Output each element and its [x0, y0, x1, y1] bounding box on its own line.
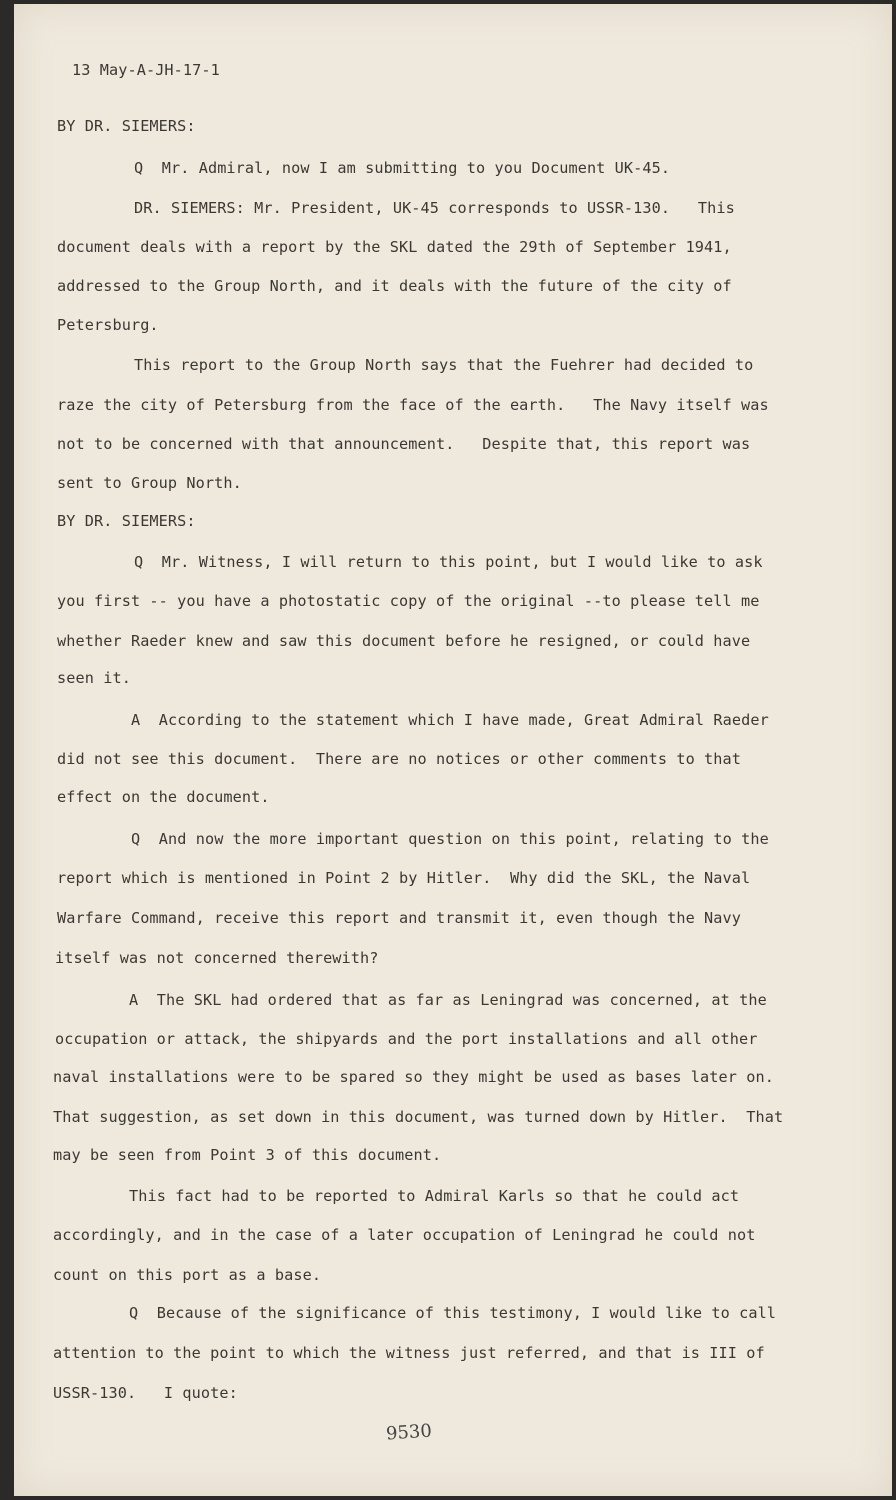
transcript-line: USSR-130. I quote:: [53, 1384, 238, 1402]
transcript-line: Petersburg.: [57, 316, 159, 334]
transcript-line: addressed to the Group North, and it deals with the future of the city of: [57, 277, 732, 295]
transcript-line: did not see this document. There are no notices or other comments to that: [57, 750, 742, 768]
transcript-line: BY DR. SIEMERS:: [57, 512, 196, 530]
transcript-line: Q And now the more important question on this point, relating to the: [131, 830, 769, 848]
transcript-line: effect on the document.: [57, 788, 270, 806]
transcript-line: DR. SIEMERS: Mr. President, UK-45 corresponds to USSR-130. This: [134, 199, 735, 217]
transcript-line: raze the city of Petersburg from the face of the earth. The Navy itself was: [57, 396, 769, 414]
transcript-line: naval installations were to be spared so they might be used as bases later on.: [53, 1068, 775, 1086]
transcript-line: Q Mr. Admiral, now I am submitting to you Document UK-45.: [134, 159, 671, 177]
transcript-line: you first -- you have a photostatic copy of the original --to please tell me: [57, 592, 760, 610]
transcript-line: A The SKL had ordered that as far as Leningrad was concerned, at the: [129, 991, 767, 1009]
transcript-line: accordingly, and in the case of a later occupation of Leningrad he could not: [53, 1226, 756, 1244]
transcript-line: sent to Group North.: [57, 474, 242, 492]
transcript-line: not to be concerned with that announcement. Despite that, this report was: [57, 435, 751, 453]
transcript-line: Q Because of the significance of this testimony, I would like to call: [129, 1304, 777, 1322]
transcript-line: Q Mr. Witness, I will return to this point, but I would like to ask: [134, 553, 763, 571]
document-reference: 13 May-A-JH-17-1: [72, 61, 220, 79]
transcript-line: That suggestion, as set down in this document, was turned down by Hitler. That: [53, 1108, 784, 1126]
transcript-line: seen it.: [57, 669, 131, 687]
transcript-line: report which is mentioned in Point 2 by Hitler. Why did the SKL, the Naval: [57, 869, 751, 887]
transcript-line: count on this port as a base.: [53, 1266, 322, 1284]
transcript-line: may be seen from Point 3 of this document.: [53, 1146, 442, 1164]
transcript-line: occupation or attack, the shipyards and the port installations and all other: [55, 1030, 758, 1048]
transcript-line: attention to the point to which the witness just referred, and that is III of: [53, 1344, 765, 1362]
transcript-line: Warfare Command, receive this report and transmit it, even though the Navy: [57, 909, 742, 927]
transcript-line: BY DR. SIEMERS:: [57, 117, 196, 135]
transcript-line: This fact had to be reported to Admiral Karls so that he could act: [129, 1187, 740, 1205]
transcript-line: whether Raeder knew and saw this document before he resigned, or could have: [57, 632, 751, 650]
transcript-line: document deals with a report by the SKL dated the 29th of September 1941,: [57, 238, 732, 256]
transcript-line: This report to the Group North says that the Fuehrer had decided to: [134, 356, 754, 374]
transcript-line: A According to the statement which I have made, Great Admiral Raeder: [131, 711, 769, 729]
transcript-line: itself was not concerned therewith?: [55, 949, 379, 967]
document-page: [14, 4, 892, 1496]
page-number: 9530: [385, 1420, 433, 1445]
